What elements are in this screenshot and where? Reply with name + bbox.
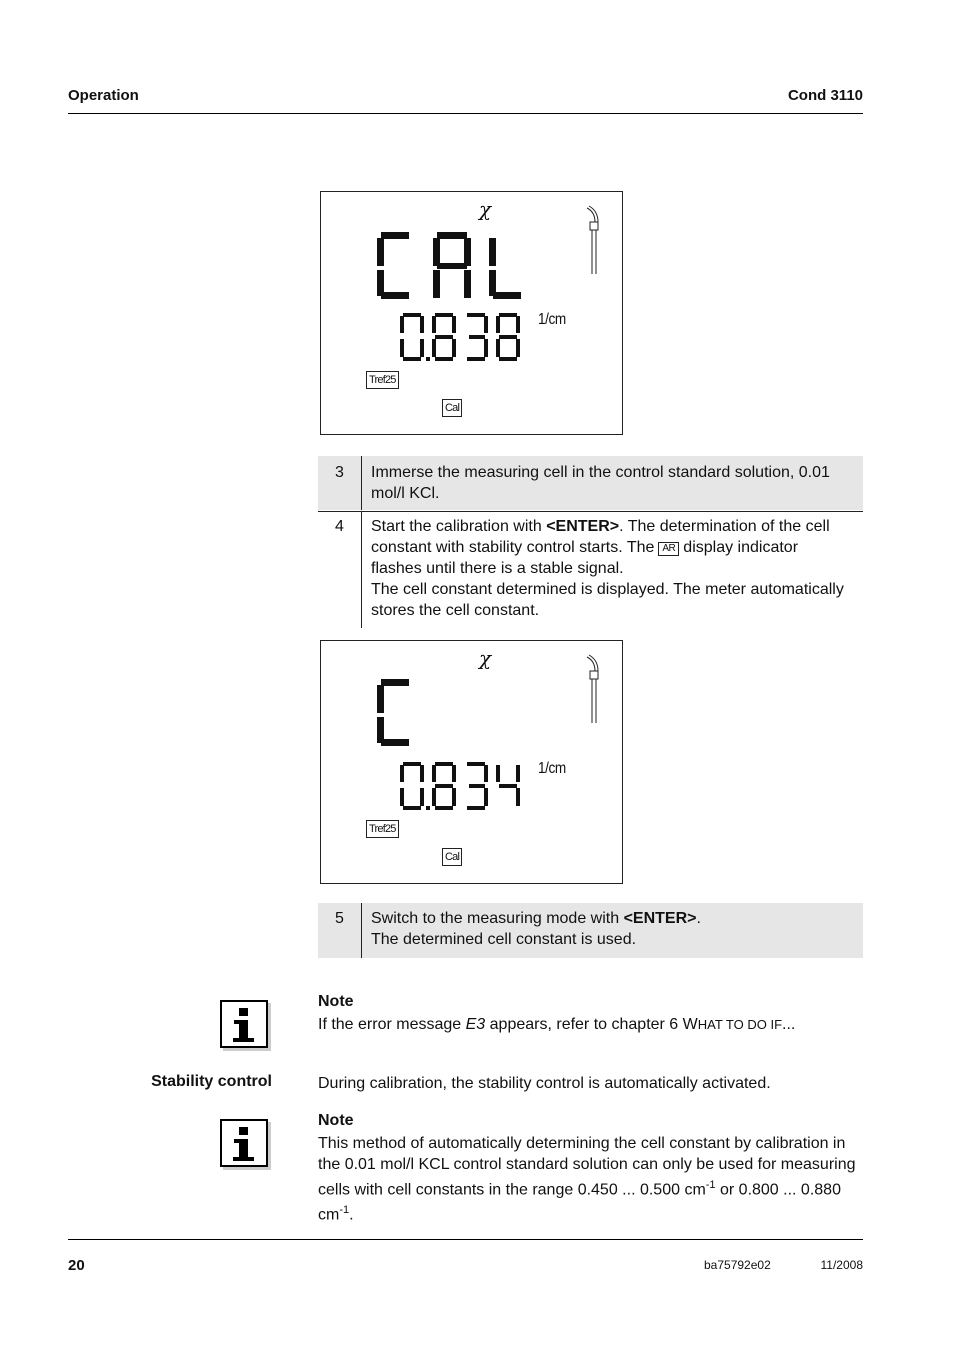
- note-text: If the error message E3 appears, refer to chapter 6 WHAT TO DO IF...: [318, 1016, 796, 1033]
- enter-key-label: <ENTER>: [546, 518, 620, 535]
- lcd-top-segments-cal: [377, 232, 521, 299]
- document-date: 11/2008: [820, 1258, 863, 1272]
- document-id: ba75792e02: [704, 1258, 771, 1272]
- step-row: [318, 512, 863, 628]
- step-number: 4: [335, 518, 344, 535]
- unit-label: 1/cm: [538, 311, 566, 328]
- probe-icon: [587, 206, 598, 274]
- step-text: Start the calibration with <ENTER>. The determination of the cell constant with stability control starts. The AR display indicator flashes until there is a stable signal. The cell constant determined is displayed. The meter automatically stores the cell constant.: [371, 518, 844, 619]
- tref25-indicator: Tref25: [366, 820, 399, 838]
- step-row: [318, 903, 863, 958]
- header-rule: [68, 113, 863, 114]
- step-text: Immerse the measuring cell in the control standard solution, 0.01 mol/l KCl.: [371, 464, 830, 502]
- lcd-display-cal: [320, 191, 623, 435]
- lcd-segments: [321, 192, 624, 436]
- note-title: Note: [318, 993, 354, 1010]
- lcd-segments: [321, 641, 624, 885]
- page-number: 20: [68, 1257, 85, 1274]
- conductivity-symbol: χ: [479, 197, 492, 221]
- probe-icon: [587, 655, 598, 723]
- ar-indicator-icon: AR: [658, 542, 679, 556]
- stability-control-label: Stability control: [151, 1073, 272, 1090]
- note-title: Note: [318, 1112, 354, 1129]
- step-number: 3: [335, 464, 344, 481]
- lcd-display-c: [320, 640, 623, 884]
- lcd-value-segments: [400, 313, 520, 361]
- info-icon: [220, 1000, 272, 1052]
- unit-label: 1/cm: [538, 760, 566, 777]
- lcd-top-segments-c: [377, 679, 409, 746]
- footer-rule: [68, 1239, 863, 1240]
- step-row: [318, 456, 863, 510]
- header-section-title: Operation: [68, 87, 139, 104]
- step-text: Switch to the measuring mode with <ENTER>. The determined cell constant is used.: [371, 910, 701, 948]
- tref25-indicator: Tref25: [366, 371, 399, 389]
- step-number: 5: [335, 910, 344, 927]
- stability-control-text: During calibration, the stability control is automatically activated.: [318, 1075, 771, 1092]
- info-icon: [220, 1119, 272, 1171]
- conductivity-symbol: χ: [479, 646, 492, 670]
- lcd-value-segments: [400, 762, 520, 810]
- enter-key-label: <ENTER>: [623, 910, 697, 927]
- cal-indicator: Cal: [442, 399, 462, 417]
- header-product-name: Cond 3110: [787, 87, 863, 104]
- cal-indicator: Cal: [442, 848, 462, 866]
- note-text: This method of automatically determining the cell constant by calibration in the 0.01 mol/l KCL control standard solution can only be used for measuring cells with cell constants in the range 0.450 ... 0.500 $cm^{-1}$ or 0.800 ... 0.880 $cm^{-1}$.: [318, 1135, 856, 1224]
